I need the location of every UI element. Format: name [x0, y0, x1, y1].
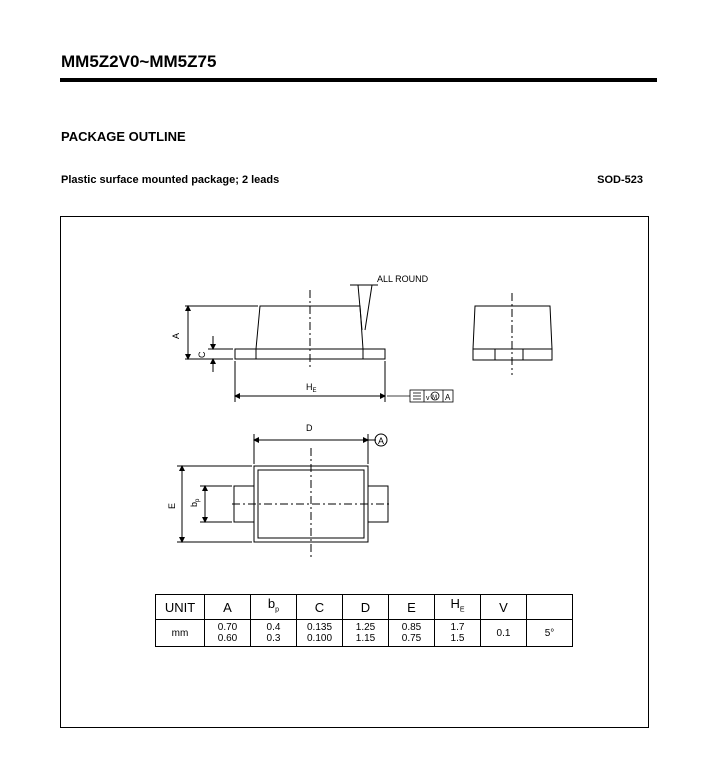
header-d: D [343, 595, 389, 620]
fcf-v: v [426, 395, 430, 402]
fcf-datum: A [445, 393, 451, 402]
cell-a: 0.70 0.60 [205, 620, 251, 647]
dim-label-bp: $b_p$ [189, 498, 201, 507]
cell-v: 0.1 [481, 620, 527, 647]
dim-label-d: D [306, 423, 313, 433]
cell-unit: mm [156, 620, 205, 647]
header-e: E [389, 595, 435, 620]
dim-label-c: C [197, 351, 207, 358]
section-heading: PACKAGE OUTLINE [61, 129, 186, 144]
cell-bp: 0.4 0.3 [251, 620, 297, 647]
header-bp: $b_p$ [251, 595, 297, 620]
header-v: V [481, 595, 527, 620]
dim-label-he: $H_E$ [306, 382, 317, 394]
table-row [156, 620, 573, 647]
dim-label-a: A [171, 332, 181, 339]
header-angle [527, 595, 573, 620]
top-view [177, 434, 390, 558]
dimensions-table [155, 594, 573, 647]
cell-e: 0.85 0.75 [389, 620, 435, 647]
cell-he: 1.7 1.5 [435, 620, 481, 647]
header-a: A [205, 595, 251, 620]
datum-label: A [378, 436, 385, 446]
document-title: MM5Z2V0~MM5Z75 [61, 52, 217, 71]
cell-angle: 5° [527, 620, 573, 647]
header-he: $H_E$ [435, 595, 481, 620]
cell-c: 0.135 0.100 [297, 620, 343, 647]
fcf-m: M [432, 395, 437, 401]
feature-control-frame [387, 390, 453, 402]
header-c: C [297, 595, 343, 620]
end-view [473, 293, 552, 375]
package-description: Plastic surface mounted package; 2 leads [61, 174, 280, 186]
package-code: SOD-523 [597, 174, 643, 186]
header-unit: UNIT [156, 595, 205, 620]
table-header-row [156, 595, 573, 620]
side-view [185, 285, 385, 402]
dim-label-e: E [167, 502, 177, 509]
cell-d: 1.25 1.15 [343, 620, 389, 647]
all-round-note: ALL ROUND [377, 274, 429, 284]
